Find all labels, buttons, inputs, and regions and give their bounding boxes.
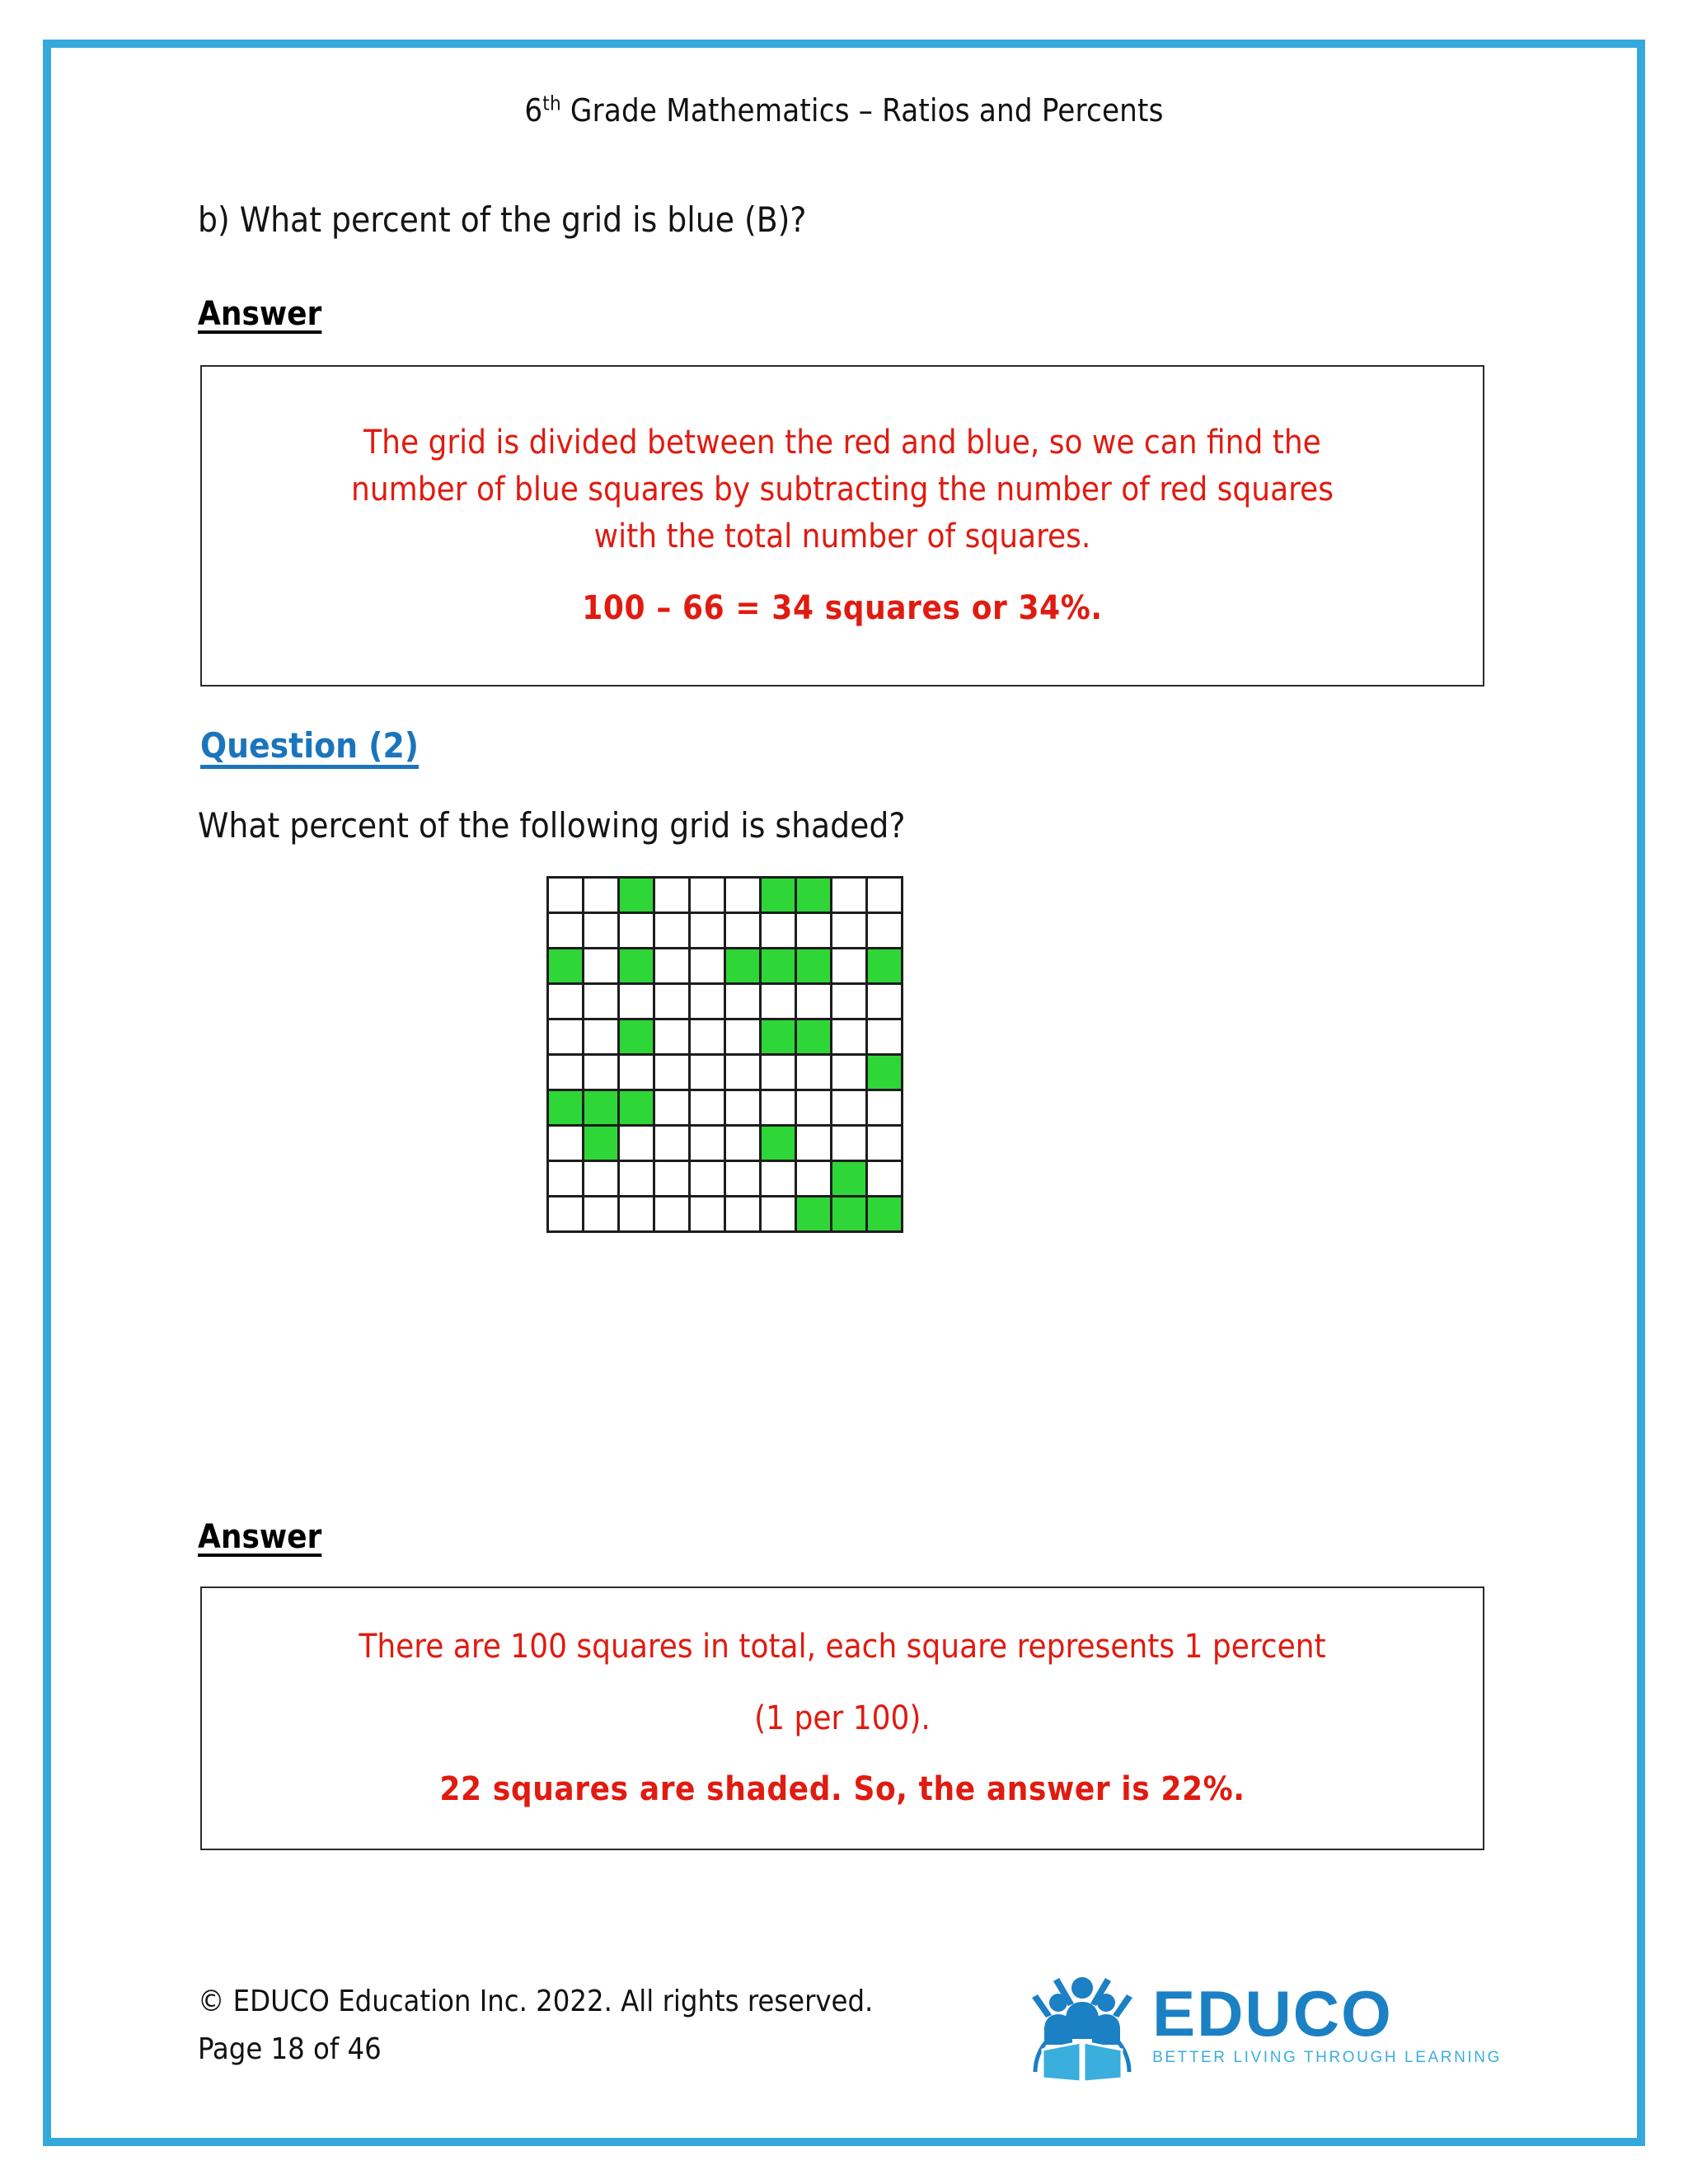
grid-cell-r3-c10 (867, 949, 903, 984)
grid-cell-r6-c6 (725, 1055, 761, 1090)
grid-cell-r1-c7 (761, 878, 796, 913)
grid-cell-r6-c4 (654, 1055, 690, 1090)
grid-cell-r7-c10 (867, 1090, 903, 1126)
grid-cell-r7-c2 (584, 1090, 619, 1126)
grid-cell-r3-c2 (584, 949, 619, 984)
header-ordinal-suffix: th (542, 91, 561, 115)
grid-cell-r4-c8 (796, 984, 832, 1019)
grid-cell-r9-c2 (584, 1161, 619, 1197)
grid-cell-r2-c4 (654, 913, 690, 949)
copyright-block (198, 1978, 873, 2073)
grid-cell-r8-c10 (867, 1126, 903, 1161)
grid-cell-r6-c1 (548, 1055, 584, 1090)
grid-cell-r5-c6 (725, 1019, 761, 1055)
grid-cell-r8-c3 (619, 1126, 654, 1161)
grid-cell-r2-c1 (548, 913, 584, 949)
grid-cell-r1-c6 (725, 878, 761, 913)
grid-cell-r8-c2 (584, 1126, 619, 1161)
grid-cell-r5-c7 (761, 1019, 796, 1055)
grid-cell-r9-c10 (867, 1161, 903, 1197)
educo-tagline: BETTER LIVING THROUGH LEARNING (1152, 2049, 1502, 2067)
grid-cell-r3-c3 (619, 949, 654, 984)
educo-logo-text (1152, 1976, 1502, 2067)
grid-cell-r2-c7 (761, 913, 796, 949)
answer-1b-line-3: with the total number of squares. (593, 518, 1091, 555)
grid-cell-r2-c5 (690, 913, 725, 949)
grid-cell-r7-c6 (725, 1090, 761, 1126)
grid-cell-r1-c5 (690, 878, 725, 913)
grid-cell-r6-c7 (761, 1055, 796, 1090)
grid-cell-r7-c7 (761, 1090, 796, 1126)
answer-2-result: 22 squares are shaded. So, the answer is 22%. (439, 1770, 1245, 1809)
grid-cell-r1-c4 (654, 878, 690, 913)
percent-grid (546, 876, 903, 1233)
grid-cell-r1-c8 (796, 878, 832, 913)
grid-cell-r10-c9 (832, 1197, 867, 1232)
grid-cell-r10-c6 (725, 1197, 761, 1232)
grid-row (548, 878, 903, 913)
grid-cell-r9-c5 (690, 1161, 725, 1197)
educo-logo-mark-icon (1020, 1963, 1144, 2087)
grid-cell-r4-c3 (619, 984, 654, 1019)
grid-cell-r8-c1 (548, 1126, 584, 1161)
grid-cell-r10-c7 (761, 1197, 796, 1232)
grid-cell-r8-c7 (761, 1126, 796, 1161)
grid-cell-r1-c2 (584, 878, 619, 913)
grid-cell-r8-c9 (832, 1126, 867, 1161)
grid-cell-r6-c8 (796, 1055, 832, 1090)
grid-cell-r10-c1 (548, 1197, 584, 1232)
answer-label-2: Answer (198, 1518, 322, 1556)
grid-cell-r3-c4 (654, 949, 690, 984)
grid-cell-r10-c10 (867, 1197, 903, 1232)
grid-cell-r8-c5 (690, 1126, 725, 1161)
grid-cell-r9-c9 (832, 1161, 867, 1197)
page-number-text: Page 18 of 46 (198, 2032, 382, 2066)
grid-cell-r5-c8 (796, 1019, 832, 1055)
grid-cell-r5-c10 (867, 1019, 903, 1055)
answer-1b-line-2: number of blue squares by subtracting the number of red squares (351, 471, 1334, 509)
answer-box-1b (200, 365, 1484, 687)
educo-logo (1020, 1963, 1502, 2087)
grid-cell-r6-c2 (584, 1055, 619, 1090)
grid-cell-r1-c9 (832, 878, 867, 913)
grid-cell-r7-c1 (548, 1090, 584, 1126)
educo-wordmark: EDUCO (1152, 1976, 1393, 2050)
answer-2-line-2: (1 per 100). (754, 1699, 931, 1737)
grid-cell-r7-c4 (654, 1090, 690, 1126)
question-2-heading: Question (2) (200, 725, 420, 766)
grid-row (548, 1161, 903, 1197)
grid-row (548, 1019, 903, 1055)
grid-cell-r9-c8 (796, 1161, 832, 1197)
grid-cell-r8-c4 (654, 1126, 690, 1161)
grid-cell-r10-c2 (584, 1197, 619, 1232)
grid-cell-r10-c4 (654, 1197, 690, 1232)
grid-cell-r4-c6 (725, 984, 761, 1019)
grid-cell-r6-c10 (867, 1055, 903, 1090)
grid-cell-r3-c1 (548, 949, 584, 984)
answer-1b-result: 100 – 66 = 34 squares or 34%. (582, 588, 1103, 627)
copyright-text: © EDUCO Education Inc. 2022. All rights reserved. (198, 1985, 874, 2018)
shaded-grid-table (546, 876, 903, 1233)
grid-cell-r6-c5 (690, 1055, 725, 1090)
answer-box-2 (200, 1586, 1484, 1850)
grid-cell-r4-c9 (832, 984, 867, 1019)
grid-row (548, 949, 903, 984)
grid-cell-r4-c7 (761, 984, 796, 1019)
question-2-prompt: What percent of the following grid is shaded? (198, 805, 906, 846)
grid-cell-r2-c10 (867, 913, 903, 949)
grid-cell-r5-c4 (654, 1019, 690, 1055)
grid-cell-r4-c5 (690, 984, 725, 1019)
grid-row (548, 1090, 903, 1126)
grid-row (548, 1055, 903, 1090)
answer-1b-line-1: The grid is divided between the red and blue, so we can find the (363, 424, 1321, 462)
answer-2-line-1: There are 100 squares in total, each square represents 1 percent (359, 1627, 1326, 1666)
grid-cell-r5-c1 (548, 1019, 584, 1055)
grid-cell-r4-c2 (584, 984, 619, 1019)
grid-cell-r7-c8 (796, 1090, 832, 1126)
grid-cell-r6-c3 (619, 1055, 654, 1090)
grid-cell-r9-c1 (548, 1161, 584, 1197)
header-grade-number: 6 (524, 92, 543, 129)
grid-row (548, 1197, 903, 1232)
grid-cell-r6-c9 (832, 1055, 867, 1090)
grid-cell-r2-c8 (796, 913, 832, 949)
grid-cell-r2-c2 (584, 913, 619, 949)
grid-cell-r10-c5 (690, 1197, 725, 1232)
grid-cell-r5-c9 (832, 1019, 867, 1055)
grid-cell-r5-c3 (619, 1019, 654, 1055)
grid-cell-r7-c3 (619, 1090, 654, 1126)
grid-cell-r4-c10 (867, 984, 903, 1019)
grid-cell-r1-c10 (867, 878, 903, 913)
grid-cell-r3-c7 (761, 949, 796, 984)
grid-row (548, 984, 903, 1019)
grid-cell-r7-c9 (832, 1090, 867, 1126)
grid-cell-r2-c9 (832, 913, 867, 949)
grid-cell-r10-c3 (619, 1197, 654, 1232)
grid-cell-r2-c3 (619, 913, 654, 949)
grid-cell-r4-c1 (548, 984, 584, 1019)
grid-cell-r8-c6 (725, 1126, 761, 1161)
grid-cell-r3-c5 (690, 949, 725, 984)
grid-cell-r9-c4 (654, 1161, 690, 1197)
grid-cell-r10-c8 (796, 1197, 832, 1232)
header-title-text: Grade Mathematics – Ratios and Percents (560, 92, 1164, 129)
grid-cell-r8-c8 (796, 1126, 832, 1161)
grid-cell-r7-c5 (690, 1090, 725, 1126)
grid-cell-r9-c3 (619, 1161, 654, 1197)
grid-cell-r3-c8 (796, 949, 832, 984)
grid-cell-r5-c2 (584, 1019, 619, 1055)
question-1b-prompt: b) What percent of the grid is blue (B)? (198, 199, 807, 240)
grid-row (548, 1126, 903, 1161)
answer-label-1b: Answer (198, 295, 322, 333)
grid-cell-r1-c1 (548, 878, 584, 913)
grid-cell-r2-c6 (725, 913, 761, 949)
page-footer (198, 1978, 1517, 2087)
grid-row (548, 913, 903, 949)
grid-cell-r3-c6 (725, 949, 761, 984)
page-header (0, 92, 1688, 129)
grid-cell-r9-c7 (761, 1161, 796, 1197)
grid-cell-r9-c6 (725, 1161, 761, 1197)
grid-cell-r4-c4 (654, 984, 690, 1019)
grid-cell-r1-c3 (619, 878, 654, 913)
grid-cell-r5-c5 (690, 1019, 725, 1055)
grid-cell-r3-c9 (832, 949, 867, 984)
